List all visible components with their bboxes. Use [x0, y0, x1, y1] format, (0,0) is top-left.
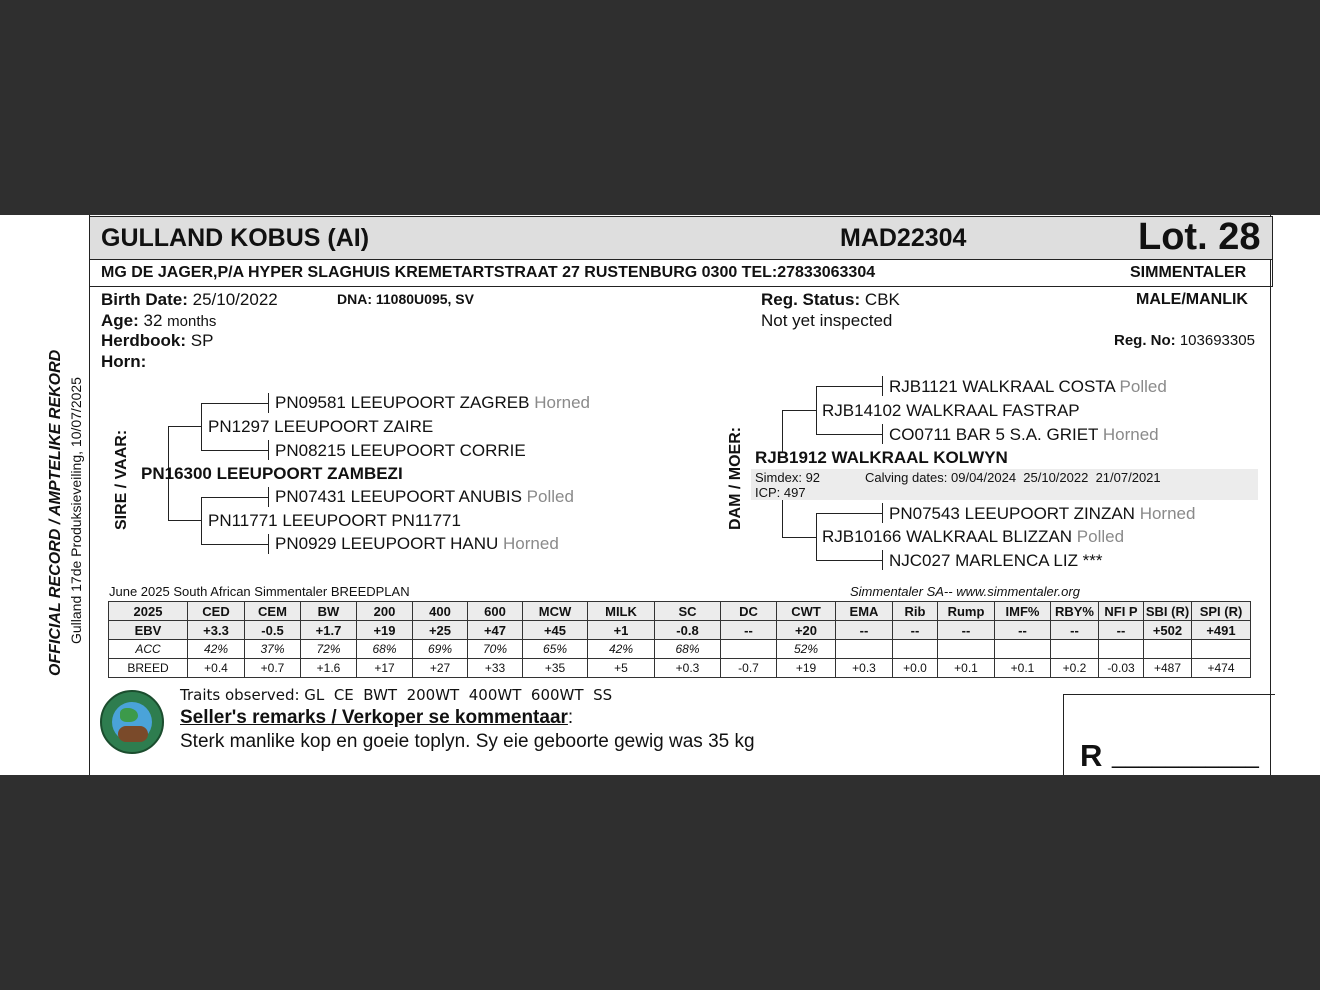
- dam-name: RJB1912 WALKRAAL KOLWYN: [755, 448, 1008, 467]
- ebv-value-cell: --: [1099, 621, 1144, 640]
- dam-icp: ICP: 497: [755, 485, 806, 500]
- remarks-heading: [180, 707, 573, 729]
- official-record-label: OFFICIAL RECORD / AMPTELIKE REKORD: [47, 349, 64, 676]
- ebv-accuracy-cell: 68%: [655, 640, 721, 659]
- ebv-breed-cell: +17: [357, 659, 413, 678]
- horn-label: Horn:: [101, 352, 147, 371]
- horn-status: Horned: [1139, 504, 1196, 523]
- sire-dam-dam: [275, 534, 559, 554]
- ebv-value-cell: +47: [468, 621, 523, 640]
- breedplan-title: June 2025 South African Simmentaler BREEDPLAN: [109, 584, 410, 599]
- pedigree-name: CO0711 BAR 5 S.A. GRIET: [889, 425, 1099, 444]
- dam-dam: [822, 527, 1124, 547]
- lot-number: Lot. 28: [1138, 216, 1261, 258]
- dam-tick: [882, 550, 883, 570]
- ebv-breed-cell: +487: [1144, 659, 1192, 678]
- ebv-accuracy-cell: [1144, 640, 1192, 659]
- ebv-value-cell: --: [995, 621, 1051, 640]
- dam-sire-sire: [889, 377, 1167, 397]
- sire-tick: [268, 393, 269, 413]
- age-label: Age:: [101, 311, 139, 330]
- ebv-header-cell: CWT: [777, 602, 836, 621]
- ebv-table: [108, 601, 1251, 678]
- sale-label: Gulland 17de Produksieveiling, 10/07/2025: [68, 377, 84, 644]
- ebv-accuracy-cell: 52%: [777, 640, 836, 659]
- ebv-value-label: EBV: [109, 621, 188, 640]
- pedigree-name: RJB1121 WALKRAAL COSTA: [889, 377, 1115, 396]
- pedigree-name: PN07543 LEEUPOORT ZINZAN: [889, 504, 1135, 523]
- sire-sire-sire: [275, 393, 590, 413]
- reg-status-value: CBK: [864, 290, 900, 309]
- ebv-header-cell: CED: [188, 602, 245, 621]
- reg-no-label: Reg. No:: [1114, 332, 1176, 349]
- ebv-value-cell: +20: [777, 621, 836, 640]
- dna-info: DNA: 11080U095, SV: [337, 291, 474, 307]
- ebv-header-cell: Rib: [893, 602, 938, 621]
- ebv-breed-cell: +474: [1192, 659, 1251, 678]
- owner-line: MG DE JAGER,P/A HYPER SLAGHUIS KREMETARTSTRAAT 27 RUSTENBURG 0300 TEL:27833063304: [101, 264, 876, 281]
- pedigree-name: PN09581 LEEUPOORT ZAGREB: [275, 393, 530, 412]
- sire-connector: [168, 520, 202, 521]
- sex: MALE/MANLIK: [1136, 291, 1248, 308]
- ebv-header-cell: CEM: [245, 602, 301, 621]
- sire-connector: [201, 450, 269, 451]
- ebv-value-cell: +45: [523, 621, 588, 640]
- remarks-text: Sterk manlike kop en goeie toplyn. Sy eie geboorte gewig was 35 kg: [180, 731, 755, 752]
- reg-no-value: 103693305: [1179, 332, 1255, 349]
- dam-dam-dam: NJC027 MARLENCA LIZ ***: [889, 551, 1103, 570]
- ebv-header-cell: 400: [413, 602, 468, 621]
- ebv-breed-cell: +0.0: [893, 659, 938, 678]
- dam-connector: [816, 513, 883, 514]
- ebv-header-cell: SBI (R): [1144, 602, 1192, 621]
- sire-name: PN16300 LEEUPOORT ZAMBEZI: [141, 464, 403, 483]
- dam-bracket: [782, 498, 783, 538]
- sire-label: SIRE / VAAR:: [113, 429, 130, 530]
- age-unit: months: [167, 313, 217, 330]
- ebv-breed-cell: +33: [468, 659, 523, 678]
- ebv-accuracy-cell: 68%: [357, 640, 413, 659]
- ebv-value-cell: +491: [1192, 621, 1251, 640]
- ebv-header-cell: NFI P: [1099, 602, 1144, 621]
- horn-status: Horned: [1102, 425, 1159, 444]
- pedigree-name: RJB10166 WALKRAAL BLIZZAN: [822, 527, 1073, 546]
- herdbook: [101, 331, 213, 351]
- pedigree-name: PN0929 LEEUPOORT HANU: [275, 534, 499, 553]
- dam-sire: RJB14102 WALKRAAL FASTRAP: [822, 401, 1080, 420]
- ebv-breed-label: BREED: [109, 659, 188, 678]
- ebv-accuracy-cell: 72%: [301, 640, 357, 659]
- sire-tick: [268, 487, 269, 507]
- ebv-breed-cell: +0.2: [1051, 659, 1099, 678]
- ebv-value-cell: --: [721, 621, 777, 640]
- reg-no: [1114, 332, 1255, 349]
- ebv-breed-row: [109, 659, 1251, 678]
- ebv-breed-cell: +5: [588, 659, 655, 678]
- dam-sire-dam: [889, 425, 1159, 445]
- remarks-colon: :: [567, 707, 574, 728]
- ebv-value-cell: +19: [357, 621, 413, 640]
- ebv-accuracy-cell: [938, 640, 995, 659]
- ebv-breed-cell: +35: [523, 659, 588, 678]
- cow-icon: [118, 726, 148, 742]
- sire-sire: PN1297 LEEUPOORT ZAIRE: [208, 417, 434, 436]
- ebv-header-cell: DC: [721, 602, 777, 621]
- dam-simdex: Simdex: 92: [755, 470, 821, 485]
- horn-status: Polled: [526, 487, 574, 506]
- r-signature-line: ___________: [1112, 742, 1259, 769]
- dam-bracket: [782, 410, 783, 452]
- ebv-header-label: 2025: [109, 602, 188, 621]
- ebv-breed-cell: -0.03: [1099, 659, 1144, 678]
- ebv-accuracy-cell: [995, 640, 1051, 659]
- remarks-label: Seller's remarks / Verkoper se kommentaar: [180, 707, 568, 728]
- ebv-header-cell: MILK: [588, 602, 655, 621]
- inspection-status: Not yet inspected: [761, 311, 893, 330]
- sire-dam: PN11771 LEEUPOORT PN11771: [208, 511, 461, 530]
- herdbook-value: SP: [190, 331, 214, 350]
- ebv-accuracy-cell: [1099, 640, 1144, 659]
- ebv-breed-cell: +0.1: [938, 659, 995, 678]
- dam-connector: [782, 410, 816, 411]
- animal-code: MAD22304: [840, 224, 967, 252]
- ebv-header-row: [109, 602, 1251, 621]
- dam-bracket: [816, 386, 817, 434]
- dam-tick: [882, 376, 883, 396]
- ebv-header-cell: SC: [655, 602, 721, 621]
- ebv-header-cell: 200: [357, 602, 413, 621]
- ebv-value-cell: --: [1051, 621, 1099, 640]
- ebv-accuracy-row: [109, 640, 1251, 659]
- ebv-value-cell: --: [893, 621, 938, 640]
- horn-status: Horned: [503, 534, 559, 553]
- dam-connector: [816, 386, 883, 387]
- dam-label: DAM / MOER:: [727, 426, 744, 530]
- ebv-accuracy-cell: 69%: [413, 640, 468, 659]
- ebv-accuracy-cell: 42%: [188, 640, 245, 659]
- ebv-value-cell: +1: [588, 621, 655, 640]
- sire-tick: [268, 534, 269, 554]
- dam-dam-sire: [889, 504, 1195, 524]
- ebv-value-cell: --: [836, 621, 893, 640]
- birth-value: 25/10/2022: [192, 290, 278, 309]
- traits-observed: Traits observed: GL CE BWT 200WT 400WT 600WT SS: [180, 686, 613, 704]
- ebv-accuracy-cell: [1051, 640, 1099, 659]
- sire-connector: [168, 426, 202, 427]
- simmentaler-logo: [100, 690, 164, 754]
- ebv-header-cell: SPI (R): [1192, 602, 1251, 621]
- birth-date: [101, 290, 278, 310]
- ebv-header-cell: BW: [301, 602, 357, 621]
- ebv-accuracy-cell: 65%: [523, 640, 588, 659]
- horn-status: Horned: [534, 393, 590, 412]
- age: [101, 311, 216, 331]
- sire-bracket: [201, 403, 202, 450]
- ebv-header-cell: 600: [468, 602, 523, 621]
- ebv-header-cell: RBY%: [1051, 602, 1099, 621]
- dam-tick: [882, 424, 883, 444]
- globe-land: [120, 708, 138, 722]
- sire-bracket: [201, 497, 202, 544]
- dam-connector: [782, 537, 816, 538]
- reg-status: [761, 290, 900, 310]
- ebv-breed-cell: +0.4: [188, 659, 245, 678]
- ebv-breed-cell: +0.3: [836, 659, 893, 678]
- sire-sire-dam: PN08215 LEEUPOORT CORRIE: [275, 441, 526, 460]
- ebv-breed-cell: -0.7: [721, 659, 777, 678]
- sire-connector: [201, 403, 269, 404]
- ebv-breed-cell: +19: [777, 659, 836, 678]
- sire-tick: [268, 440, 269, 460]
- ebv-value-cell: +25: [413, 621, 468, 640]
- herdbook-label: Herdbook:: [101, 331, 186, 350]
- ebv-breed-cell: +1.6: [301, 659, 357, 678]
- dam-connector: [816, 434, 883, 435]
- ebv-value-cell: +3.3: [188, 621, 245, 640]
- ebv-header-cell: MCW: [523, 602, 588, 621]
- horn-status: Polled: [1076, 527, 1125, 546]
- ebv-header-cell: Rump: [938, 602, 995, 621]
- ebv-value-cell: -0.8: [655, 621, 721, 640]
- ebv-breed-cell: +0.3: [655, 659, 721, 678]
- ebv-accuracy-cell: [1192, 640, 1251, 659]
- breedplan-site: Simmentaler SA-- www.simmentaler.org: [850, 584, 1080, 599]
- breed-name: SIMMENTALER: [1130, 264, 1247, 281]
- ebv-accuracy-cell: [721, 640, 777, 659]
- sire-dam-sire: [275, 487, 574, 507]
- sire-connector: [201, 544, 269, 545]
- pedigree-name: PN07431 LEEUPOORT ANUBIS: [275, 487, 522, 506]
- ebv-accuracy-cell: [893, 640, 938, 659]
- sire-connector: [201, 497, 269, 498]
- age-value: 32: [143, 311, 163, 330]
- dam-connector: [816, 560, 883, 561]
- ebv-value-cell: --: [938, 621, 995, 640]
- ebv-breed-cell: +0.1: [995, 659, 1051, 678]
- ebv-value-cell: -0.5: [245, 621, 301, 640]
- dam-calving-dates: Calving dates: 09/04/2024 25/10/2022 21/07/2021: [865, 470, 1161, 485]
- ebv-value-row: [109, 621, 1251, 640]
- ebv-value-cell: +502: [1144, 621, 1192, 640]
- reg-status-label: Reg. Status:: [761, 290, 861, 309]
- birth-label: Birth Date:: [101, 290, 188, 309]
- dam-bracket: [816, 513, 817, 560]
- ebv-value-cell: +1.7: [301, 621, 357, 640]
- ebv-accuracy-cell: [836, 640, 893, 659]
- ebv-accuracy-cell: 70%: [468, 640, 523, 659]
- animal-name: GULLAND KOBUS (AI): [101, 224, 370, 252]
- ebv-accuracy-cell: 42%: [588, 640, 655, 659]
- horn-status: Polled: [1119, 377, 1167, 396]
- ebv-accuracy-cell: 37%: [245, 640, 301, 659]
- ebv-breed-cell: +0.7: [245, 659, 301, 678]
- r-label: R: [1080, 738, 1103, 773]
- ebv-accuracy-label: ACC: [109, 640, 188, 659]
- ebv-header-cell: EMA: [836, 602, 893, 621]
- dam-tick: [882, 503, 883, 523]
- ebv-breed-cell: +27: [413, 659, 468, 678]
- ebv-header-cell: IMF%: [995, 602, 1051, 621]
